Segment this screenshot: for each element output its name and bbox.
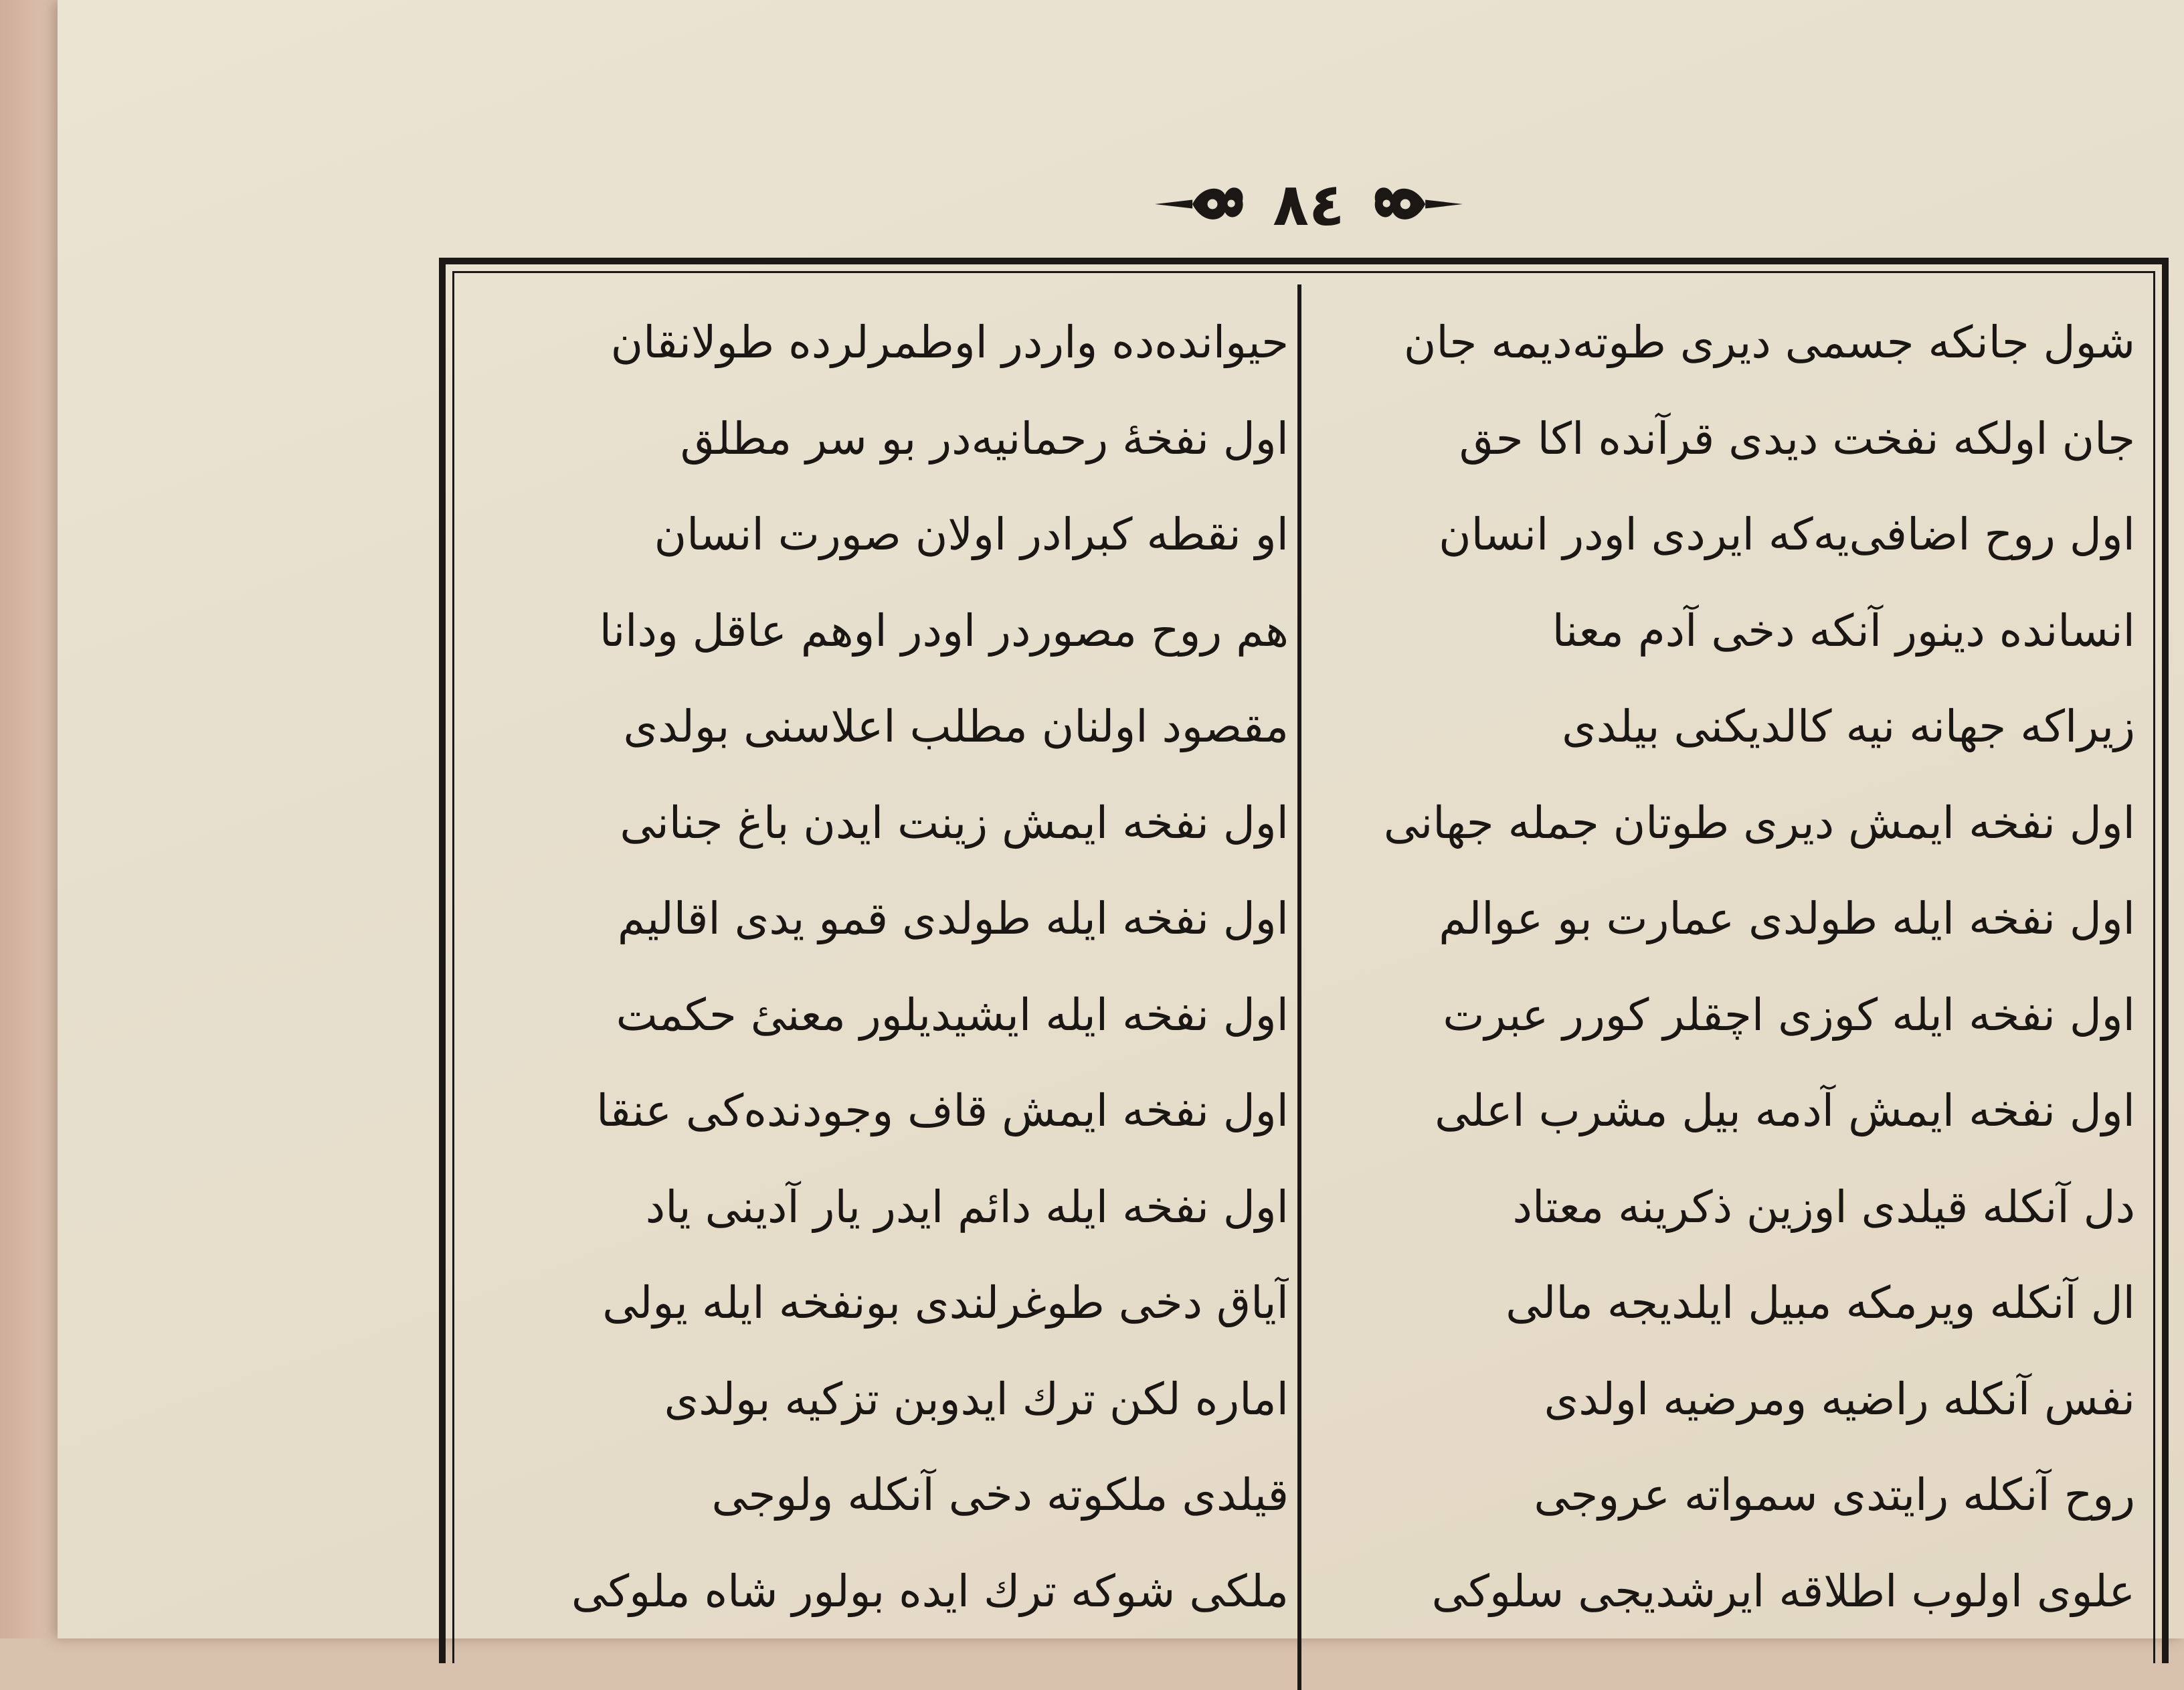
- column-divider: [1297, 284, 1301, 1690]
- verse-line: حیوانده‌ده واردر اوطمرلرده طولانقان: [610, 317, 1289, 368]
- page-number: ٨٤: [1273, 169, 1345, 239]
- verse-line: اول نفخهٔ رحمانیه‌در بو سر مطلق: [680, 412, 1289, 464]
- verse-line: آیاق دخی طوغرلندی بونفخه ایله یولی: [602, 1277, 1289, 1329]
- verse-line: اول نفخه ایمش زینت ایدن باغ جنانی: [620, 796, 1289, 849]
- verse-line: جان اولکه نفخت دیدی قرآنده اکا حق: [1459, 412, 2135, 464]
- text-frame: [439, 258, 2169, 1663]
- verse-line: مقصود اولنان مطلب اعلاسنی بولدی: [623, 701, 1289, 752]
- verse-line: اول روح اضافی‌یه‌که ایردی اودر انسان: [1439, 509, 2135, 560]
- verse-line: هم روح مصوردر اودر اوهم عاقل ودانا: [599, 604, 1289, 657]
- right-fleuron-icon: [1369, 174, 1463, 234]
- verse-line: اول نفخه ایمش قاف وجودنده‌کی عنقا: [596, 1085, 1289, 1136]
- page-header: [1155, 161, 1463, 248]
- verse-line: زیراکه جهانه نیه کالدیکنی بیلدی: [1562, 701, 2135, 752]
- verse-line: قیلدی ملکوته دخی آنکله ولوجی: [711, 1469, 1289, 1521]
- verse-line: دل آنکله قیلدی اوزین ذکرینه معتاد: [1512, 1181, 2135, 1233]
- left-text-column: [472, 294, 1289, 1639]
- verse-line: ملکی شوکه ترك ایده بولور شاه ملوکی: [571, 1565, 1289, 1617]
- verse-line: اول نفخه ایله طولدی عمارت بو عوالم: [1439, 893, 2135, 944]
- verse-line: اول نفخه ایمش دیری طوتان جمله جهانی: [1383, 796, 2135, 849]
- verse-line: اول نفخه ایله طولدی قمو یدی اقالیم: [617, 893, 1289, 944]
- verse-line: اول نفخه ایله ایشیدیلور معنیٔ حکمت: [616, 989, 1289, 1041]
- verse-line: اول نفخه ایمش آدمه بیل مشرب اعلی: [1435, 1085, 2135, 1136]
- book-page: [58, 0, 2184, 1638]
- verse-line: علوی اولوب اطلاقه ایرشدیجی سلوکی: [1431, 1565, 2135, 1617]
- verse-line: نفس آنکله راضیه ومرضیه اولدی: [1544, 1373, 2135, 1425]
- verse-line: روح آنکله رایتدی سمواته عروجی: [1534, 1469, 2135, 1521]
- left-fleuron-icon: [1155, 174, 1249, 234]
- verse-line: او نقطه کبرادر اولان صورت انسان: [654, 509, 1289, 560]
- right-text-column: [1315, 294, 2135, 1639]
- verse-line: اماره لکن ترك ایدوبن تزکیه بولدی: [664, 1373, 1289, 1425]
- verse-line: اول نفخه ایله دائم ایدر یار آدینی یاد: [645, 1181, 1289, 1233]
- verse-line: ال آنکله ویرمکه مبیل ایلدیجه مالی: [1506, 1277, 2135, 1329]
- verse-line: انسانده دینور آنکه دخی آدم معنا: [1552, 604, 2135, 657]
- verse-line: اول نفخه ایله کوزی اچقلر کورر عبرت: [1443, 989, 2135, 1041]
- verse-line: شول جانکه جسمی دیری طوته‌دیمه جان: [1403, 317, 2135, 368]
